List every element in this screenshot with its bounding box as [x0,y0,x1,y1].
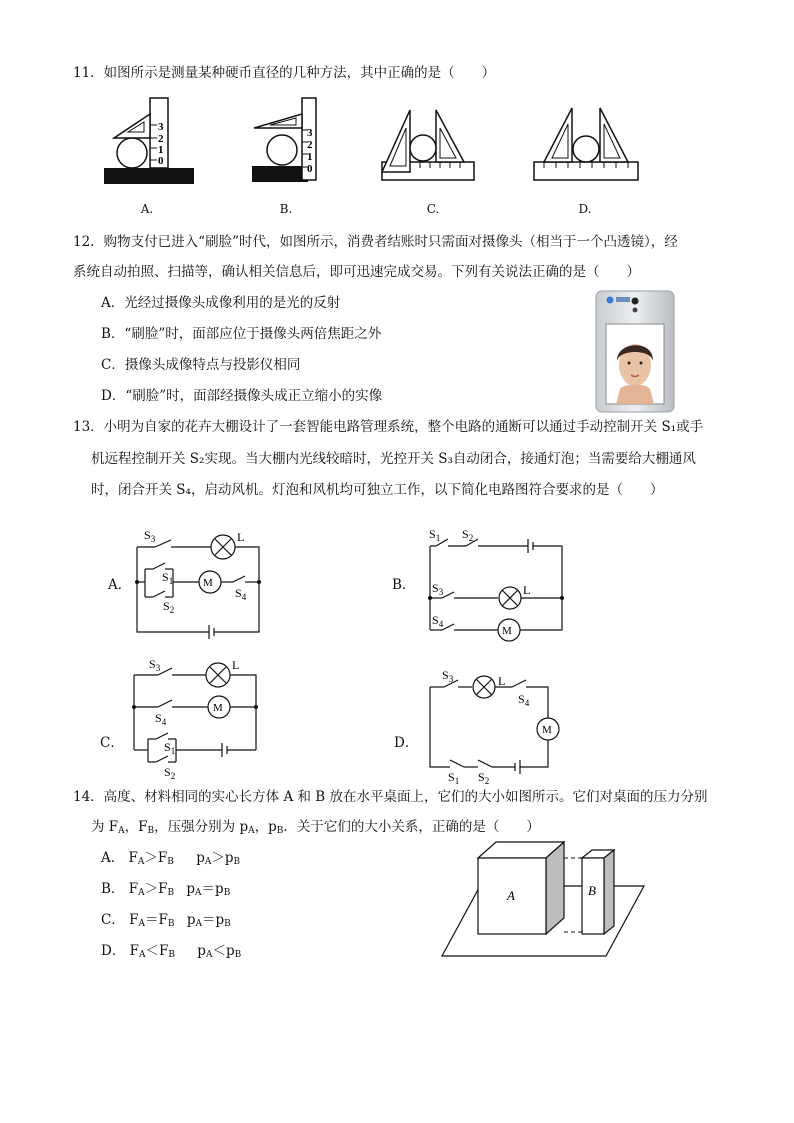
q12-stem-line2: 系统自动拍照、扫描等，确认相关信息后，即可迅速完成交易。下列有关说法正确的是（ ） [73,264,640,280]
q13-option-c-label[interactable]: C． [100,735,124,751]
circuit-diagram-d [420,665,570,785]
label-s4: $S_4$ [155,711,167,727]
label-lamp: L [498,674,506,688]
label-lamp: L [237,530,245,544]
q12-option-b[interactable]: B．“刷脸”时，面部应位于摄像头两倍焦距之外 [101,326,382,342]
block-a-label: A [507,888,515,903]
q11-option-a[interactable]: A. [140,202,154,216]
label-lamp: L [232,658,240,672]
label-s2: $S_2$ [478,770,490,786]
q12-stem-line1: 12．购物支付已进入“刷脸”时代，如图所示，消费者结账时只需面对摄像头（相当于一个凸透镜），经 [73,234,678,250]
q11-figure-b [246,92,336,188]
q14-stem-line2: 为 $F_A$，$F_B$，压强分别为 $p_A$，$p_B$．关于它们的大小关系，正确的是（ ） [91,819,540,836]
label-lamp: L [523,583,531,597]
label-s3: $S_3$ [442,668,454,684]
circuit-diagram-c [122,655,267,781]
label-s1: $S_1$ [164,740,176,756]
label-s1: $S_1$ [429,527,441,543]
option-letter: B． [101,881,125,897]
circuit-diagram-a [125,525,270,640]
option-letter: A． [101,850,125,866]
label-s2: $S_2$ [164,765,176,781]
face-payment-terminal-image [596,291,674,412]
option-letter: D． [101,943,126,959]
q12-option-d[interactable]: D．“刷脸”时，面部经摄像头成正立缩小的实像 [101,388,383,404]
q12-option-c[interactable]: C．摄像头成像特点与投影仪相同 [101,357,301,373]
ruler-digit: 1 [307,151,313,163]
q11-option-c[interactable]: C. [426,202,440,216]
pressure-relation: $p_A>p_B$ [196,850,241,867]
pressure-relation: $p_A<p_B$ [197,943,242,960]
q11-option-d[interactable]: D. [578,202,592,216]
label-motor: M [502,625,512,637]
label-motor: M [542,724,552,736]
q11-figure-a [100,92,200,188]
q13-option-b-label[interactable]: B． [392,577,416,593]
pressure-relation: $p_A=p_B$ [186,881,231,898]
label-s2: $S_2$ [163,599,175,615]
q14-stem-line1: 14．高度、材料相同的实心长方体 A 和 B 放在水平桌面上，它们的大小如图所示。它们对桌面的压力分别 [73,789,708,805]
label-s1: $S_1$ [448,770,460,786]
q13-stem-line1: 13．小明为自家的花卉大棚设计了一套智能电路管理系统，整个电路的通断可以通过手动控制开关 S₁或手 [73,419,704,435]
q14-option-b[interactable] [101,880,230,902]
block-b-label: B [588,883,596,898]
force-relation: $F_A>F_B$ [128,881,175,898]
label-s4: $S_4$ [518,692,530,708]
q11-stem: 11．如图所示是测量某种硬币直径的几种方法，其中正确的是（ ） [73,65,496,81]
pressure-relation: $p_A=p_B$ [186,912,231,929]
q14-option-d[interactable] [101,942,241,964]
q13-option-d-label[interactable]: D． [394,735,419,751]
q12-option-a[interactable]: A．光经过摄像头成像利用的是光的反射 [101,295,341,311]
q14-option-a[interactable] [101,849,240,871]
ruler-digit: 2 [307,139,313,151]
q11-figure-c [378,100,478,186]
label-s4: $S_4$ [432,613,444,629]
label-s3: $S_3$ [144,528,156,544]
option-letter: C． [101,912,125,928]
label-motor: M [203,577,213,589]
ruler-digit: 3 [158,121,164,133]
force-relation: $F_A<F_B$ [129,943,175,960]
force-relation: $F_A>F_B$ [128,850,174,867]
label-motor: M [213,702,223,714]
ruler-digit: 0 [158,155,164,167]
ruler-digit: 2 [158,133,164,145]
ruler-digit: 1 [158,144,164,156]
label-s3: $S_3$ [149,657,161,673]
label-s2: $S_2$ [462,527,474,543]
force-relation: $F_A=F_B$ [129,912,175,929]
ruler-digit: 0 [307,163,313,175]
blocks-on-table-figure [440,828,646,960]
q13-stem-line3: 时，闭合开关 S₄，启动风机。灯泡和风机均可独立工作，以下简化电路图符合要求的是（ ） [91,482,664,498]
label-s4: $S_4$ [235,586,247,602]
label-s1: $S_1$ [162,570,174,586]
q14-option-c[interactable] [101,911,231,933]
q13-stem-line2: 机远程控制开关 S₂实现。当大棚内光线较暗时，光控开关 S₃自动闭合，接通灯泡；当需要给大棚通风 [91,451,696,467]
q11-figure-d [530,100,642,186]
ruler-digit: 3 [307,127,313,139]
label-s3: $S_3$ [432,581,444,597]
circuit-diagram-b [420,524,570,646]
q11-option-b[interactable]: B. [279,202,293,216]
q13-option-a-label[interactable]: A． [108,577,132,593]
